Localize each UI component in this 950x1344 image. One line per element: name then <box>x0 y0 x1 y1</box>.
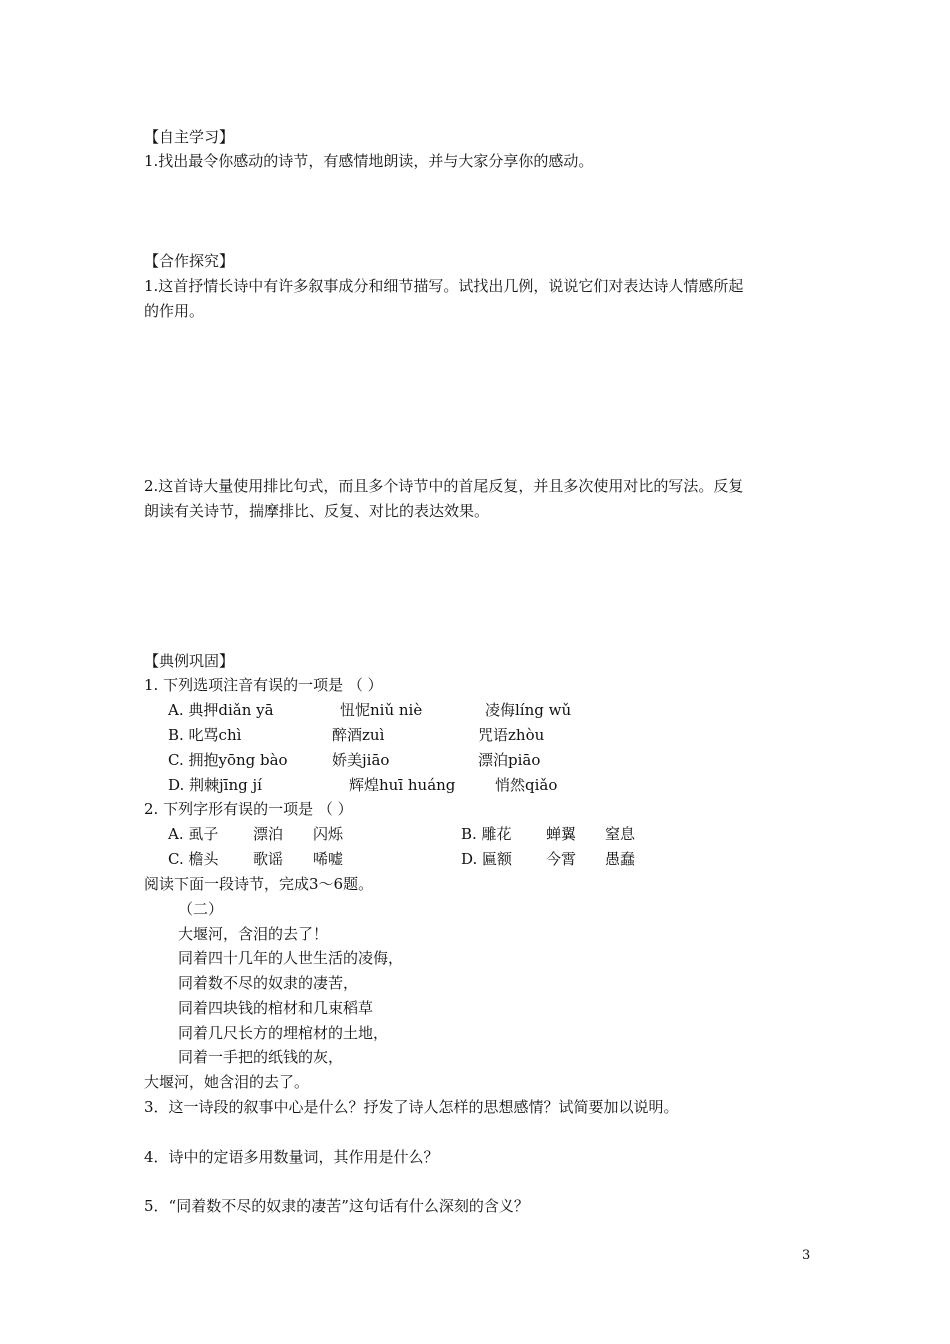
option-c-3: 唏嘘 <box>313 850 344 868</box>
option-c-1: C. 拥抱yōng bào <box>168 751 288 769</box>
poem-line: 同着数不尽的奴隶的凄苦， <box>178 974 359 992</box>
question-text: 4．诗中的定语多用数量词，其作用是什么？ <box>144 1148 439 1166</box>
option-b-1: B. 雕花 <box>461 825 512 843</box>
poem-line: 同着几尺长方的埋棺材的土地， <box>178 1024 389 1042</box>
question-text: 2.这首诗大量使用排比句式，而且多个诗节中的首尾反复，并且多次使用对比的写法。反复 <box>144 477 744 495</box>
poem-line: 同着四块钱的棺材和几束稻草 <box>178 999 374 1017</box>
option-c-2: 歌谣 <box>253 850 284 868</box>
question-text: 3．这一诗段的叙事中心是什么？抒发了诗人怎样的思想感情？试简要加以说明。 <box>144 1098 679 1116</box>
option-c-2: 娇美jiāo <box>332 751 390 769</box>
question-text: 1.找出最令你感动的诗节，有感情地朗读，并与大家分享你的感动。 <box>144 152 594 170</box>
question-text: 5．“同着数不尽的奴隶的凄苦”这句话有什么深刻的含义？ <box>144 1197 529 1215</box>
section-heading-cooperative: 【合作探究】 <box>144 252 235 270</box>
option-d-3: 悄然qiǎo <box>495 776 558 794</box>
question-text: 的作用。 <box>144 302 205 320</box>
option-d-1: D. 荆棘jīng jí <box>168 776 262 794</box>
option-c-3: 漂泊piāo <box>478 751 541 769</box>
question-stem: 2. 下列字形有误的一项是 （ ） <box>144 800 353 818</box>
option-d-2: 今霄 <box>546 850 577 868</box>
option-b-1: B. 叱骂chì <box>168 726 242 744</box>
poem-line: 大堰河，含泪的去了！ <box>178 925 329 943</box>
option-b-2: 醉酒zuì <box>332 726 385 744</box>
option-a-2: 忸怩niǔ niè <box>340 701 423 719</box>
poem-line: 同着四十几年的人世生活的凌侮， <box>178 949 404 967</box>
option-a-1: A. 虱子 <box>168 825 219 843</box>
option-a-1: A. 典押diǎn yā <box>168 701 274 719</box>
option-b-3: 窒息 <box>605 825 636 843</box>
question-text: 1.这首抒情长诗中有许多叙事成分和细节描写。试找出几例，说说它们对表达诗人情感所起 <box>144 277 744 295</box>
section-heading-self-study: 【自主学习】 <box>144 128 235 146</box>
question-stem: 1. 下列选项注音有误的一项是 （ ） <box>144 676 383 694</box>
option-c-1: C. 檐头 <box>168 850 219 868</box>
section-heading-examples: 【典例巩固】 <box>144 652 235 670</box>
option-a-3: 闪烁 <box>313 825 344 843</box>
option-d-2: 辉煌huī huáng <box>349 776 456 794</box>
poem-line: 同着一手把的纸钱的灰， <box>178 1048 344 1066</box>
page-number: 3 <box>802 1248 811 1263</box>
option-b-3: 咒语zhòu <box>478 726 545 744</box>
option-d-3: 愚蠢 <box>605 850 636 868</box>
option-a-3: 凌侮líng wǔ <box>485 701 572 719</box>
option-a-2: 漂泊 <box>253 825 284 843</box>
reading-instruction: 阅读下面一段诗节，完成3～6题。 <box>144 875 374 893</box>
question-text: 朗读有关诗节，揣摩排比、反复、对比的表达效果。 <box>144 502 490 520</box>
option-b-2: 蝉翼 <box>546 825 577 843</box>
poem-section-label: （二） <box>178 900 224 918</box>
poem-closing-line: 大堰河，她含泪的去了。 <box>144 1073 310 1091</box>
option-d-1: D. 匾额 <box>461 850 513 868</box>
